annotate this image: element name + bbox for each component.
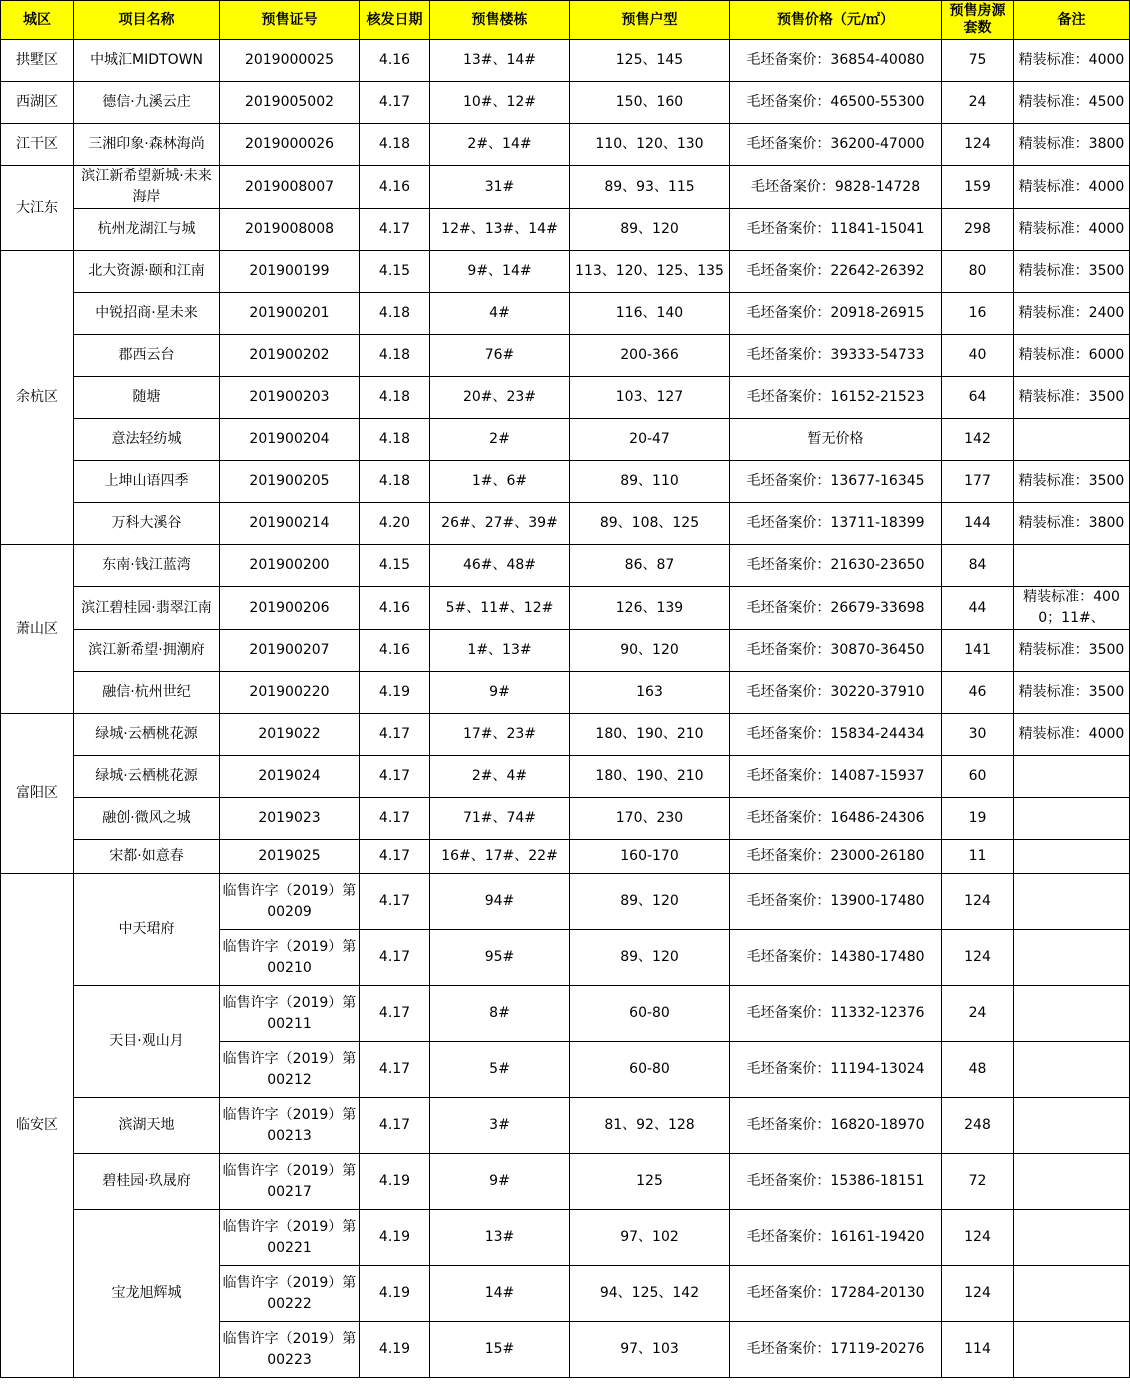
note-cell (1014, 874, 1130, 930)
note-cell: 精装标准：4000；11#、 (1014, 587, 1130, 630)
project-cell: 绿城·云栖桃花源 (74, 756, 220, 798)
note-cell: 精装标准：3500 (1014, 461, 1130, 503)
unit-type-cell: 150、160 (570, 82, 730, 124)
date-cell: 4.16 (360, 40, 430, 82)
count-cell: 72 (942, 1154, 1014, 1210)
price-cell: 毛坯备案价：17119-20276 (730, 1322, 942, 1378)
note-cell (1014, 798, 1130, 840)
count-cell: 24 (942, 986, 1014, 1042)
table-row (1, 672, 1130, 714)
count-cell: 60 (942, 756, 1014, 798)
date-cell: 4.17 (360, 986, 430, 1042)
district-cell: 西湖区 (1, 82, 74, 124)
note-cell (1014, 419, 1130, 461)
header-price: 预售价格（元/㎡） (730, 1, 942, 40)
table-row (1, 756, 1130, 798)
price-cell: 毛坯备案价：13711-18399 (730, 503, 942, 545)
price-cell: 毛坯备案价：16486-24306 (730, 798, 942, 840)
project-cell: 天目·观山月 (74, 986, 220, 1098)
cert-cell: 临售许字（2019）第00221 (220, 1210, 360, 1266)
building-cell: 71#、74# (430, 798, 570, 840)
price-cell: 毛坯备案价：21630-23650 (730, 545, 942, 587)
unit-type-cell: 110、120、130 (570, 124, 730, 166)
cert-cell: 2019000026 (220, 124, 360, 166)
date-cell: 4.18 (360, 293, 430, 335)
note-cell: 精装标准：4000 (1014, 714, 1130, 756)
note-cell (1014, 986, 1130, 1042)
price-cell: 暂无价格 (730, 419, 942, 461)
header-cert: 预售证号 (220, 1, 360, 40)
date-cell: 4.17 (360, 209, 430, 251)
count-cell: 30 (942, 714, 1014, 756)
header-district: 城区 (1, 1, 74, 40)
price-cell: 毛坯备案价：16820-18970 (730, 1098, 942, 1154)
building-cell: 94# (430, 874, 570, 930)
table-row (1, 251, 1130, 293)
building-cell: 9#、14# (430, 251, 570, 293)
date-cell: 4.17 (360, 756, 430, 798)
table-row (1, 293, 1130, 335)
table-row (1, 40, 1130, 82)
unit-type-cell: 103、127 (570, 377, 730, 419)
date-cell: 4.17 (360, 930, 430, 986)
header-row (1, 1, 1130, 40)
price-cell: 毛坯备案价：36200-47000 (730, 124, 942, 166)
header-unit-type: 预售户型 (570, 1, 730, 40)
note-cell (1014, 545, 1130, 587)
count-cell: 159 (942, 166, 1014, 209)
price-cell: 毛坯备案价：11194-13024 (730, 1042, 942, 1098)
price-cell: 毛坯备案价：15834-24434 (730, 714, 942, 756)
building-cell: 2#、4# (430, 756, 570, 798)
building-cell: 1#、6# (430, 461, 570, 503)
unit-type-cell: 113、120、125、135 (570, 251, 730, 293)
count-cell: 46 (942, 672, 1014, 714)
count-cell: 177 (942, 461, 1014, 503)
date-cell: 4.20 (360, 503, 430, 545)
date-cell: 4.18 (360, 124, 430, 166)
cert-cell: 201900203 (220, 377, 360, 419)
building-cell: 13#、14# (430, 40, 570, 82)
date-cell: 4.18 (360, 461, 430, 503)
district-cell: 大江东 (1, 166, 74, 251)
table-row (1, 166, 1130, 209)
unit-type-cell: 170、230 (570, 798, 730, 840)
unit-type-cell: 97、102 (570, 1210, 730, 1266)
unit-type-cell: 125 (570, 1154, 730, 1210)
building-cell: 5# (430, 1042, 570, 1098)
building-cell: 13# (430, 1210, 570, 1266)
header-building: 预售楼栋 (430, 1, 570, 40)
project-cell: 滨江新希望·拥潮府 (74, 630, 220, 672)
unit-type-cell: 94、125、142 (570, 1266, 730, 1322)
count-cell: 141 (942, 630, 1014, 672)
cert-cell: 2019025 (220, 840, 360, 874)
table-row (1, 1098, 1130, 1154)
unit-type-cell: 89、93、115 (570, 166, 730, 209)
note-cell (1014, 1266, 1130, 1322)
price-cell: 毛坯备案价：39333-54733 (730, 335, 942, 377)
count-cell: 16 (942, 293, 1014, 335)
date-cell: 4.18 (360, 377, 430, 419)
count-cell: 124 (942, 1266, 1014, 1322)
cert-cell: 2019023 (220, 798, 360, 840)
building-cell: 26#、27#、39# (430, 503, 570, 545)
count-cell: 19 (942, 798, 1014, 840)
cert-cell: 临售许字（2019）第00223 (220, 1322, 360, 1378)
unit-type-cell: 116、140 (570, 293, 730, 335)
header-count: 预售房源套数 (942, 1, 1014, 40)
project-cell: 滨湖天地 (74, 1098, 220, 1154)
cert-cell: 201900214 (220, 503, 360, 545)
cert-cell: 201900200 (220, 545, 360, 587)
project-cell: 融信·杭州世纪 (74, 672, 220, 714)
project-cell: 中城汇MIDTOWN (74, 40, 220, 82)
count-cell: 11 (942, 840, 1014, 874)
unit-type-cell: 180、190、210 (570, 714, 730, 756)
date-cell: 4.17 (360, 1098, 430, 1154)
unit-type-cell: 89、108、125 (570, 503, 730, 545)
unit-type-cell: 89、120 (570, 209, 730, 251)
project-cell: 上坤山语四季 (74, 461, 220, 503)
table-row (1, 798, 1130, 840)
date-cell: 4.19 (360, 1322, 430, 1378)
note-cell (1014, 756, 1130, 798)
date-cell: 4.16 (360, 587, 430, 630)
count-cell: 298 (942, 209, 1014, 251)
note-cell (1014, 840, 1130, 874)
unit-type-cell: 89、110 (570, 461, 730, 503)
note-cell: 精装标准：3500 (1014, 251, 1130, 293)
district-cell: 富阳区 (1, 714, 74, 874)
date-cell: 4.17 (360, 874, 430, 930)
unit-type-cell: 90、120 (570, 630, 730, 672)
building-cell: 16#、17#、22# (430, 840, 570, 874)
cert-cell: 2019000025 (220, 40, 360, 82)
price-cell: 毛坯备案价：22642-26392 (730, 251, 942, 293)
date-cell: 4.19 (360, 672, 430, 714)
date-cell: 4.17 (360, 714, 430, 756)
unit-type-cell: 126、139 (570, 587, 730, 630)
building-cell: 4# (430, 293, 570, 335)
table-row (1, 209, 1130, 251)
note-cell: 精装标准：6000 (1014, 335, 1130, 377)
price-cell: 毛坯备案价：16161-19420 (730, 1210, 942, 1266)
table-row (1, 986, 1130, 1042)
unit-type-cell: 163 (570, 672, 730, 714)
count-cell: 124 (942, 874, 1014, 930)
cert-cell: 201900207 (220, 630, 360, 672)
project-cell: 随塘 (74, 377, 220, 419)
cert-cell: 201900199 (220, 251, 360, 293)
unit-type-cell: 97、103 (570, 1322, 730, 1378)
building-cell: 14# (430, 1266, 570, 1322)
building-cell: 20#、23# (430, 377, 570, 419)
project-cell: 滨江新希望新城·未来海岸 (74, 166, 220, 209)
building-cell: 9# (430, 1154, 570, 1210)
building-cell: 5#、11#、12# (430, 587, 570, 630)
date-cell: 4.19 (360, 1210, 430, 1266)
price-cell: 毛坯备案价：16152-21523 (730, 377, 942, 419)
cert-cell: 2019022 (220, 714, 360, 756)
cert-cell: 201900204 (220, 419, 360, 461)
count-cell: 114 (942, 1322, 1014, 1378)
date-cell: 4.19 (360, 1266, 430, 1322)
table-row (1, 630, 1130, 672)
unit-type-cell: 60-80 (570, 986, 730, 1042)
header-note: 备注 (1014, 1, 1130, 40)
count-cell: 64 (942, 377, 1014, 419)
building-cell: 12#、13#、14# (430, 209, 570, 251)
cert-cell: 201900220 (220, 672, 360, 714)
district-cell: 临安区 (1, 874, 74, 1378)
building-cell: 2# (430, 419, 570, 461)
price-cell: 毛坯备案价：14087-15937 (730, 756, 942, 798)
table-row (1, 377, 1130, 419)
unit-type-cell: 86、87 (570, 545, 730, 587)
note-cell: 精装标准：3800 (1014, 503, 1130, 545)
date-cell: 4.17 (360, 840, 430, 874)
count-cell: 80 (942, 251, 1014, 293)
building-cell: 46#、48# (430, 545, 570, 587)
note-cell (1014, 1042, 1130, 1098)
project-cell: 宝龙旭辉城 (74, 1210, 220, 1378)
count-cell: 48 (942, 1042, 1014, 1098)
project-cell: 杭州龙湖江与城 (74, 209, 220, 251)
date-cell: 4.17 (360, 1042, 430, 1098)
price-cell: 毛坯备案价：9828-14728 (730, 166, 942, 209)
unit-type-cell: 20-47 (570, 419, 730, 461)
date-cell: 4.17 (360, 82, 430, 124)
count-cell: 248 (942, 1098, 1014, 1154)
table-row (1, 840, 1130, 874)
table-row (1, 587, 1130, 630)
date-cell: 4.17 (360, 798, 430, 840)
project-cell: 中天珺府 (74, 874, 220, 986)
unit-type-cell: 200-366 (570, 335, 730, 377)
district-cell: 余杭区 (1, 251, 74, 545)
count-cell: 124 (942, 124, 1014, 166)
price-cell: 毛坯备案价：11332-12376 (730, 986, 942, 1042)
table-row (1, 1210, 1130, 1266)
price-cell: 毛坯备案价：36854-40080 (730, 40, 942, 82)
price-cell: 毛坯备案价：13677-16345 (730, 461, 942, 503)
unit-type-cell: 89、120 (570, 930, 730, 986)
unit-type-cell: 125、145 (570, 40, 730, 82)
cert-cell: 201900201 (220, 293, 360, 335)
cert-cell: 临售许字（2019）第00211 (220, 986, 360, 1042)
project-cell: 万科大溪谷 (74, 503, 220, 545)
note-cell (1014, 930, 1130, 986)
count-cell: 84 (942, 545, 1014, 587)
price-cell: 毛坯备案价：17284-20130 (730, 1266, 942, 1322)
count-cell: 75 (942, 40, 1014, 82)
date-cell: 4.16 (360, 630, 430, 672)
district-cell: 拱墅区 (1, 40, 74, 82)
unit-type-cell: 89、120 (570, 874, 730, 930)
building-cell: 95# (430, 930, 570, 986)
project-cell: 融创·微风之城 (74, 798, 220, 840)
building-cell: 2#、14# (430, 124, 570, 166)
price-cell: 毛坯备案价：20918-26915 (730, 293, 942, 335)
project-cell: 绿城·云栖桃花源 (74, 714, 220, 756)
unit-type-cell: 81、92、128 (570, 1098, 730, 1154)
cert-cell: 2019024 (220, 756, 360, 798)
note-cell: 精装标准：3800 (1014, 124, 1130, 166)
date-cell: 4.18 (360, 419, 430, 461)
count-cell: 124 (942, 930, 1014, 986)
price-cell: 毛坯备案价：30870-36450 (730, 630, 942, 672)
note-cell: 精装标准：4000 (1014, 209, 1130, 251)
building-cell: 10#、12# (430, 82, 570, 124)
date-cell: 4.19 (360, 1154, 430, 1210)
date-cell: 4.18 (360, 335, 430, 377)
table-row (1, 419, 1130, 461)
note-cell (1014, 1210, 1130, 1266)
note-cell: 精装标准：4000 (1014, 166, 1130, 209)
unit-type-cell: 160-170 (570, 840, 730, 874)
cert-cell: 201900202 (220, 335, 360, 377)
date-cell: 4.15 (360, 251, 430, 293)
note-cell: 精装标准：4000 (1014, 40, 1130, 82)
building-cell: 76# (430, 335, 570, 377)
cert-cell: 临售许字（2019）第00212 (220, 1042, 360, 1098)
note-cell: 精装标准：3500 (1014, 377, 1130, 419)
cert-cell: 临售许字（2019）第00210 (220, 930, 360, 986)
price-cell: 毛坯备案价：15386-18151 (730, 1154, 942, 1210)
cert-cell: 201900206 (220, 587, 360, 630)
table-row (1, 545, 1130, 587)
project-cell: 三湘印象·森林海尚 (74, 124, 220, 166)
header-date: 核发日期 (360, 1, 430, 40)
project-cell: 碧桂园·玖晟府 (74, 1154, 220, 1210)
building-cell: 1#、13# (430, 630, 570, 672)
note-cell: 精装标准：4500 (1014, 82, 1130, 124)
project-cell: 德信·九溪云庄 (74, 82, 220, 124)
price-cell: 毛坯备案价：26679-33698 (730, 587, 942, 630)
table-row (1, 335, 1130, 377)
building-cell: 15# (430, 1322, 570, 1378)
table-row (1, 124, 1130, 166)
cert-cell: 2019008008 (220, 209, 360, 251)
count-cell: 124 (942, 1210, 1014, 1266)
project-cell: 东南·钱江蓝湾 (74, 545, 220, 587)
cert-cell: 临售许字（2019）第00209 (220, 874, 360, 930)
building-cell: 3# (430, 1098, 570, 1154)
note-cell: 精装标准：3500 (1014, 672, 1130, 714)
cert-cell: 临售许字（2019）第00222 (220, 1266, 360, 1322)
price-cell: 毛坯备案价：13900-17480 (730, 874, 942, 930)
table-row (1, 1154, 1130, 1210)
note-cell (1014, 1154, 1130, 1210)
table-row (1, 503, 1130, 545)
table-row (1, 874, 1130, 930)
project-cell: 宋都·如意春 (74, 840, 220, 874)
date-cell: 4.15 (360, 545, 430, 587)
date-cell: 4.16 (360, 166, 430, 209)
cert-cell: 201900205 (220, 461, 360, 503)
count-cell: 142 (942, 419, 1014, 461)
header-project: 项目名称 (74, 1, 220, 40)
building-cell: 17#、23# (430, 714, 570, 756)
cert-cell: 临售许字（2019）第00217 (220, 1154, 360, 1210)
table-row (1, 461, 1130, 503)
district-cell: 萧山区 (1, 545, 74, 714)
unit-type-cell: 180、190、210 (570, 756, 730, 798)
count-cell: 144 (942, 503, 1014, 545)
cert-cell: 2019008007 (220, 166, 360, 209)
count-cell: 44 (942, 587, 1014, 630)
project-cell: 北大资源·颐和江南 (74, 251, 220, 293)
count-cell: 24 (942, 82, 1014, 124)
cert-cell: 临售许字（2019）第00213 (220, 1098, 360, 1154)
note-cell (1014, 1322, 1130, 1378)
note-cell (1014, 1098, 1130, 1154)
building-cell: 8# (430, 986, 570, 1042)
cert-cell: 2019005002 (220, 82, 360, 124)
price-cell: 毛坯备案价：30220-37910 (730, 672, 942, 714)
building-cell: 31# (430, 166, 570, 209)
price-cell: 毛坯备案价：11841-15041 (730, 209, 942, 251)
project-cell: 郡西云台 (74, 335, 220, 377)
price-cell: 毛坯备案价：14380-17480 (730, 930, 942, 986)
project-cell: 滨江碧桂园·翡翠江南 (74, 587, 220, 630)
table-row (1, 714, 1130, 756)
table-row (1, 82, 1130, 124)
price-cell: 毛坯备案价：23000-26180 (730, 840, 942, 874)
note-cell: 精装标准：3500 (1014, 630, 1130, 672)
project-cell: 中锐招商·星未来 (74, 293, 220, 335)
building-cell: 9# (430, 672, 570, 714)
project-cell: 意法轻纺城 (74, 419, 220, 461)
note-cell: 精装标准：2400 (1014, 293, 1130, 335)
count-cell: 40 (942, 335, 1014, 377)
unit-type-cell: 60-80 (570, 1042, 730, 1098)
district-cell: 江干区 (1, 124, 74, 166)
price-cell: 毛坯备案价：46500-55300 (730, 82, 942, 124)
